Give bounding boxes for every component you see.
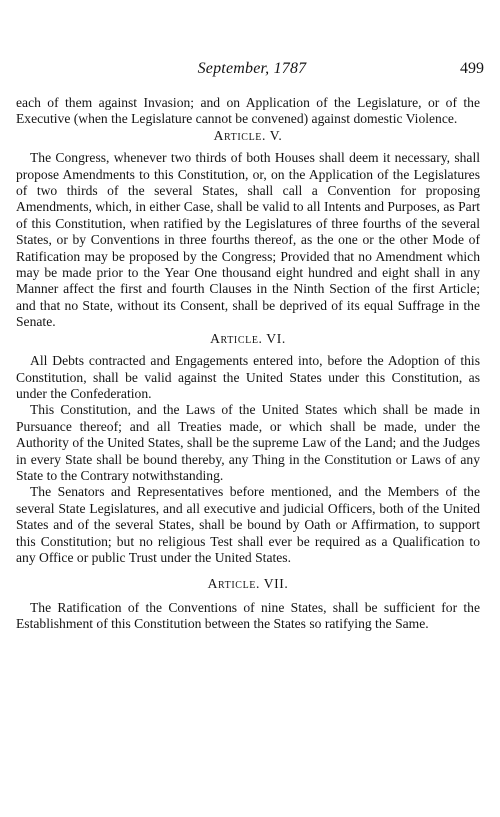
paragraph-article-vi-debts: All Debts contracted and Engagements entered into, before the Adoption of this Constitution, shall be valid against the United States under this Constitution, as under the Confederation. (16, 353, 480, 401)
heading-article-vi: Article. VI. (210, 330, 286, 346)
running-head: September, 1787 (197, 60, 307, 77)
page-header (16, 60, 488, 82)
paragraph-article-vi-oath: The Senators and Representatives before mentioned, and the Members of the several State Legislatures, and all executive and judicial Officers, both of the United States and of the several States, shall be bound by Oath or Affirmation, to support this Constitution; but no religious Test shall ever be required as a Qualification to any Office or public Trust under the United States. (16, 484, 480, 565)
paragraph-article-vii: The Ratification of the Conventions of nine States, shall be sufficient for the Establishment of this Constitution between the States so ratifying the Same. (16, 599, 480, 632)
heading-article-v: Article. V. (213, 127, 283, 143)
paragraph-article-v: The Congress, whenever two thirds of both Houses shall deem it necessary, shall propose Amendments to this Constitution, or, on the Application of the Legislatures of two thirds of the several States, shall call a Convention for proposing Amendments, which, in either Case, shall be valid to all Intents and Purposes, as Part of this Constitution, when ratified by the Legislatures of three fourths of the several States, or by Conventions in three fourths thereof, as the one or the other Mode of Ratification may be proposed by the Congress; Provided that no Amendment which may be made prior to the Year One thousand eight hundred and eight shall in any Manner affect the first and fourth Clauses in the Ninth Section of the first Article; and that no State, without its Consent, shall be deprived of its equal Suffrage in the Senate. (16, 150, 480, 330)
page-body (16, 95, 480, 633)
page-number: 499 (460, 60, 484, 77)
paragraph-article-vi-supremacy: This Constitution, and the Laws of the United States which shall be made in Pursuance thereof; and all Treaties made, or which shall be made, under the Authority of the United States, shall be the supreme Law of the Land; and the Judges in every State shall be bound thereby, any Thing in the Constitution or Laws of any State to the Contrary notwithstanding. (16, 402, 480, 483)
heading-article-vii: Article. VII. (207, 576, 289, 592)
paragraph-article-iv-continuation: each of them against Invasion; and on Application of the Legislature, or of the Executive (when the Legislature cannot be convened) against domestic Violence. (16, 95, 480, 127)
